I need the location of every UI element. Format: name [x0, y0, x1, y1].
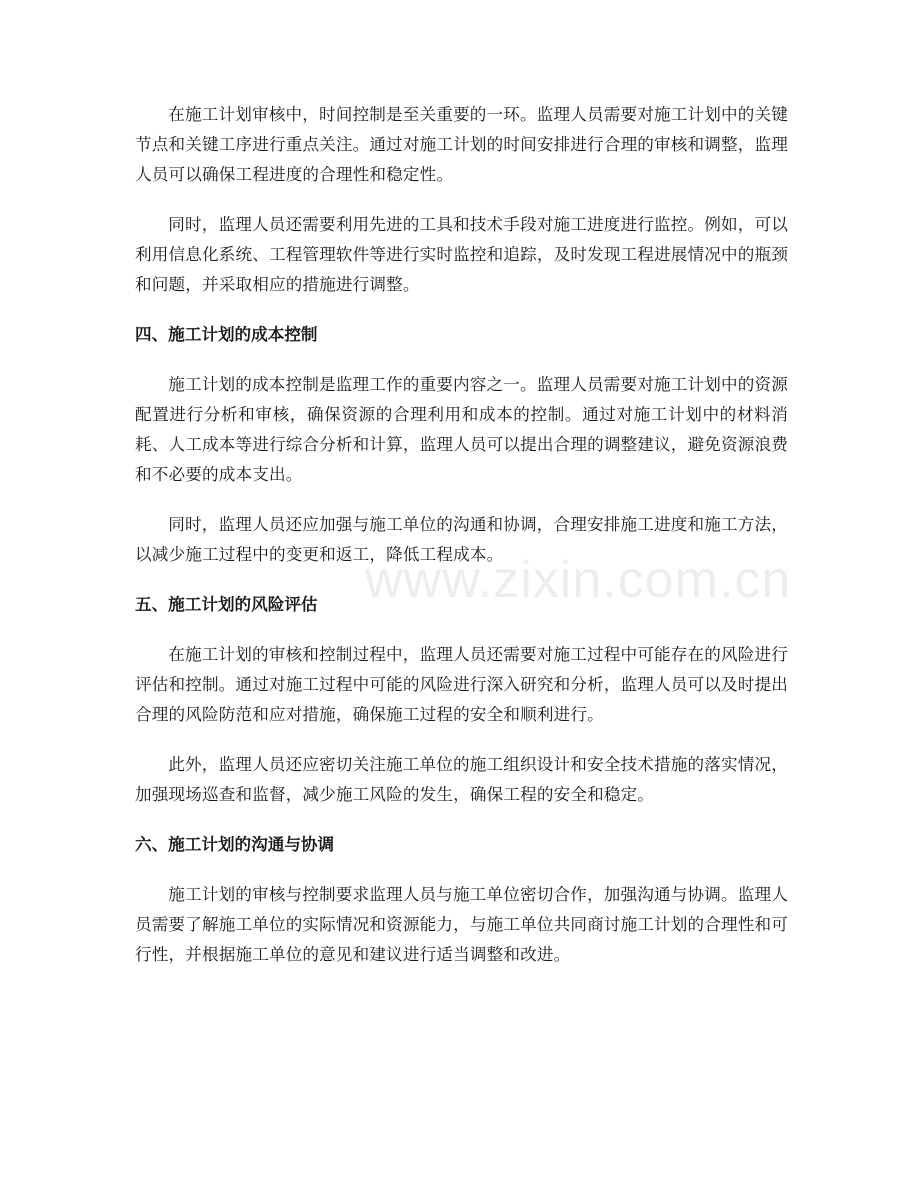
section-heading-communication: 六、施工计划的沟通与协调 — [135, 835, 335, 854]
section-heading-risk-assessment: 五、施工计划的风险评估 — [135, 595, 318, 614]
watermark: www.zixin.com.cn — [365, 551, 792, 609]
paragraph-risk-supervision: 此外，监理人员还应密切关注施工单位的施工组织设计和安全技术措施的落实情况，加强现场巡查和监督，减少施工风险的发生，确保工程的安全和稳定。 — [135, 755, 788, 804]
section-heading-cost-control: 四、施工计划的成本控制 — [135, 325, 318, 344]
paragraph-cost-control: 施工计划的成本控制是监理工作的重要内容之一。监理人员需要对施工计划中的资源配置进行分析和审核，确保资源的合理利用和成本的控制。通过对施工计划中的材料消耗、人工成本等进行综合分析和计算，监理人员可以提出合理的调整建议，避免资源浪费和不必要的成本支出。 — [135, 375, 789, 484]
paragraph-progress-monitoring: 同时，监理人员还需要利用先进的工具和技术手段对施工进度进行监控。例如，可以利用信息化系统、工程管理软件等进行实时监控和追踪，及时发现工程进展情况中的瓶颈和问题，并采取相应的措施进行调整。 — [135, 215, 789, 294]
paragraph-risk-assessment: 在施工计划的审核和控制过程中，监理人员还需要对施工过程中可能存在的风险进行评估和控制。通过对施工过程中可能的风险进行深入研究和分析，监理人员可以及时提出合理的风险防范和应对措施，确保施工过程的安全和顺利进行。 — [135, 645, 789, 724]
paragraph-time-control: 在施工计划审核中，时间控制是至关重要的一环。监理人员需要对施工计划中的关键节点和关键工序进行重点关注。通过对施工计划的时间安排进行合理的审核和调整，监理人员可以确保工程进度的合理性和稳定性。 — [135, 105, 789, 184]
paragraph-cost-coordination: 同时，监理人员还应加强与施工单位的沟通和协调，合理安排施工进度和施工方法，以减少施工过程中的变更和返工，降低工程成本。 — [135, 515, 788, 564]
paragraph-communication: 施工计划的审核与控制要求监理人员与施工单位密切合作，加强沟通与协调。监理人员需要了解施工单位的实际情况和资源能力，与施工单位共同商讨施工计划的合理性和可行性，并根据施工单位的意见和建议进行适当调整和改进。 — [135, 885, 789, 964]
